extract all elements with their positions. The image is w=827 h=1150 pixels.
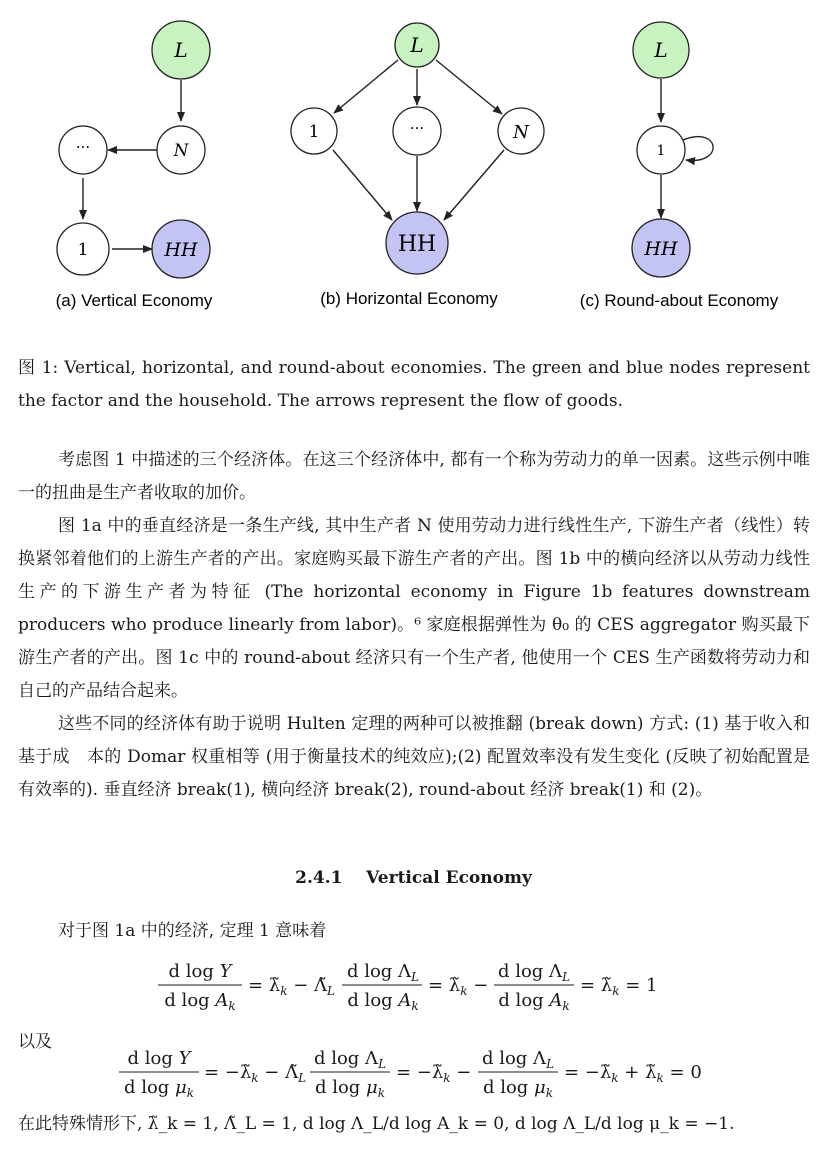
svg-text:d log ΛL: d $\log \Lambda_L$ [481, 1048, 555, 1071]
svg-text:d log Y: d log Y [127, 1048, 191, 1069]
node-dots-label: ··· [75, 138, 91, 156]
node-1-label: 1 [77, 240, 89, 260]
intro-line: 对于图 1a 中的经济, 定理 1 意味着 [58, 921, 327, 941]
node-L-label: L [174, 38, 188, 62]
edge-L-1 [334, 60, 398, 113]
subfigure-caption: (c) Round-about Economy [579, 291, 779, 310]
svg-text:d log μk: d $\log \mu_k$ [482, 1077, 554, 1100]
svg-text:d log μk: d $\log \mu_k$ [314, 1077, 386, 1100]
svg-text:d log μk: d $\log \mu_k$ [123, 1077, 195, 1100]
svg-text:= −λ̃k − Λ̃L: = $-\lambdã_k$ − $\Lambdã_L$ [204, 1062, 307, 1085]
node-1-label: 1 [308, 122, 320, 142]
subfigure-roundabout [580, 22, 779, 310]
final-line: 在此特殊情形下, λ̃_k = 1, Λ̃_L = 1, d log Λ_L/d log A_k = 0, d log Λ_L/d log μ_k = −1. [18, 1114, 735, 1134]
section-title: Vertical Economy [366, 868, 532, 888]
svg-text:d log ΛL: d $\log \Lambda_L$ [497, 961, 571, 984]
section-number: 2.4.1 [295, 868, 343, 888]
svg-text:d log Ak: d $\log A_k$ [498, 990, 570, 1013]
edge-L-N [436, 60, 502, 114]
subfigure-horizontal [291, 23, 544, 308]
node-1-label: 1 [656, 143, 666, 159]
node-HH-label: HH [164, 239, 198, 261]
svg-text:d log Ak: d $\log A_k$ [164, 990, 236, 1013]
node-N-label: N [173, 141, 189, 161]
svg-text:= λ̃k −: = $\lambdã_k$ − [428, 975, 489, 998]
node-L-label: L [654, 38, 668, 62]
paragraph-2: 图 1a 中的垂直经济是一条生产线, 其中生产者 N 使用劳动力进行线性生产, 下游生产者（线性）转换紧邻着他们的上游生产者的产出。家庭购买最下游生产者的产出。图 1b 中的横向经济以从劳动力线性生产的下游生产者为特征 (The horizontal economy in Figure 1b features downstream producers who produce linearly from labor)。⁶ 家庭根据弹性为 θ₀ 的 CES aggregator 购买最下游生产者的产出。图 1c 中的 round-about 经济只有一个生产者, 他使用一个 CES 生产函数将劳动力和自己的产品结合起来。 [18, 516, 810, 701]
figure-caption: 图 1: Vertical, horizontal, and round-about economies. The green and blue nodes represent the factor and the household. The arrows represent the flow of goods. [18, 358, 810, 411]
svg-text:= λ̃k = 1: = $\lambdã_k = 1$ [580, 975, 658, 998]
node-HH-label: HH [397, 232, 437, 257]
paragraph-3: 这些不同的经济体有助于说明 Hulten 定理的两种可以被推翻 (break down) 方式: (1) 基于收入和基于成 本的 Domar 权重相等 (用于衡量技术的纯效应);(2) 配置效率没有发生变化 (反映了初始配置是有效率的). 垂直经济 break(1), 横向经济 break(2), round-about 经济 break(1) 和 (2)。 [18, 714, 810, 800]
subfigure-caption: (b) Horizontal Economy [320, 289, 498, 308]
svg-text:= −λ̃k + λ̃k = 0: = $-\lambdã_k$ + $\lambdã_k = 0$ [564, 1062, 702, 1085]
svg-text:= λ̃k − Λ̃L: = $\lambdã_k$ − $\Lambdã_L$ [248, 975, 335, 998]
subfigure-caption: (a) Vertical Economy [55, 291, 213, 310]
edge-N-HH [444, 150, 504, 220]
self-loop [683, 137, 713, 161]
svg-text:d log Y: d log Y [168, 961, 232, 982]
svg-text:= −λ̃k −: = $-\lambdã_k$ − [396, 1062, 472, 1085]
node-HH-label: HH [644, 238, 678, 260]
svg-text:d log Ak: d $\log A_k$ [347, 990, 419, 1013]
equation-2 [0, 1042, 827, 1104]
edge-1-HH [333, 150, 392, 220]
section-heading [0, 868, 827, 888]
figure-1 [0, 0, 827, 330]
svg-text:d log ΛL: d $\log \Lambda_L$ [346, 961, 420, 984]
subfigure-vertical [56, 21, 213, 310]
svg-text:d log ΛL: d $\log \Lambda_L$ [313, 1048, 387, 1071]
node-L-label: L [410, 33, 424, 57]
paragraph-1: 考虑图 1 中描述的三个经济体。在这三个经济体中, 都有一个称为劳动力的单一因素。这些示例中唯一的扭曲是生产者收取的加价。 [18, 450, 810, 503]
node-dots-label: ··· [409, 119, 425, 137]
node-N-label: N [513, 122, 529, 143]
and-label: 以及 [18, 1032, 52, 1052]
equation-1 [0, 955, 827, 1017]
